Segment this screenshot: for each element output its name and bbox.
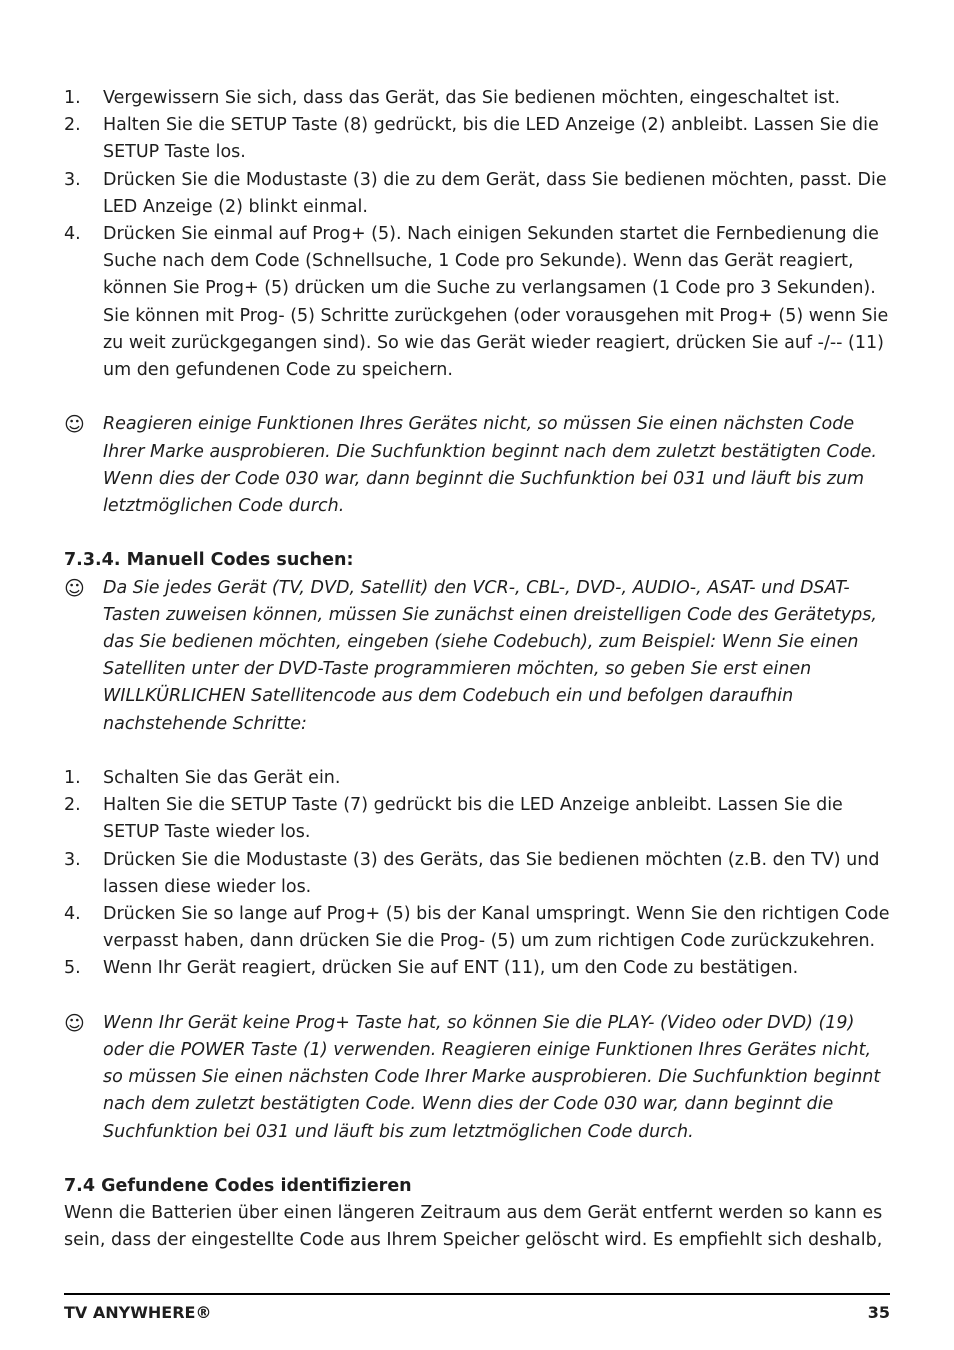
- smiley-icon: ☺: [64, 412, 85, 437]
- list-item: 2. Halten Sie die SETUP Taste (8) gedrückt, bis die LED Anzeige (2) anbleibt. Lassen Sie die SETUP Taste los.: [64, 115, 879, 163]
- page-footer: [64, 1293, 890, 1323]
- body-paragraph: Wenn die Batterien über einen längeren Zeitraum aus dem Gerät entfernt werden so kann es sein, dass der eingestellte Code aus Ihrem Speicher gelöscht wird. Es empfiehlt sich deshalb,: [64, 1203, 883, 1251]
- list-item: 4. Drücken Sie so lange auf Prog+ (5) bis der Kanal umspringt. Wenn Sie den richtigen Code verpasst haben, dann drücken Sie die Prog- (5) um zum richtigen Code zurückzukehren.: [64, 904, 890, 952]
- list-item: 1. Vergewissern Sie sich, dass das Gerät, das Sie bedienen möchten, eingeschaltet ist.: [64, 88, 841, 108]
- page-content: [64, 85, 890, 1255]
- list-item: 5. Wenn Ihr Gerät reagiert, drücken Sie auf ENT (11), um den Code zu bestätigen.: [64, 958, 799, 979]
- hint-note: ☺ Wenn Ihr Gerät keine Prog+ Taste hat, so können Sie die PLAY- (Video oder DVD) (19) oder die POWER Taste (1) verwenden. Reagieren einige Funktionen Ihres Gerätes nicht, so müssen Sie einen nächsten Code Ihrer Marke ausprobieren. Die Suchfunktion beginnt nach dem zuletzt bestätigten Code. Wenn dies der Code 030 war, dann beginnt die Suchfunktion bei 031 und läuft bis zum letztmöglichen Code durch.: [64, 1010, 890, 1146]
- list-item: 4. Drücken Sie einmal auf Prog+ (5). Nach einigen Sekunden startet die Fernbedienung die Suche nach dem Code (Schnellsuche, 1 Code pro Sekunde). Wenn das Gerät reagiert, können Sie Prog+ (5) drücken um die Suche zu verlangsamen (1 Code pro 3 Sekunden). Sie können mit Prog- (5) Schritte zurückgehen (oder vorausgehen mit Prog+ (5) wenn Sie zu weit zurückgegangen sind). So wie das Gerät wieder reagiert, drücken Sie auf -/-- (11) um den gefundenen Code zu speichern.: [64, 224, 889, 381]
- smiley-icon: ☺: [64, 1010, 85, 1035]
- list-item: 1. Schalten Sie das Gerät ein.: [64, 768, 341, 789]
- steps-list-2: [64, 765, 890, 983]
- footer-brand: TV ANYWHERE®: [64, 1303, 212, 1322]
- steps-list-1: [64, 85, 890, 384]
- hint-note: ☺ Reagieren einige Funktionen Ihres Gerätes nicht, so müssen Sie einen nächsten Code Ihrer Marke ausprobieren. Die Suchfunktion beginnt nach dem zuletzt bestätigten Code. Wenn dies der Code 030 war, dann beginnt die Suchfunktion bei 031 und läuft bis zum letztmöglichen Code durch.: [64, 411, 890, 520]
- smiley-icon: ☺: [64, 575, 85, 600]
- section-heading: 7.3.4. Manuell Codes suchen:: [64, 550, 354, 571]
- list-item: 3. Drücken Sie die Modustaste (3) des Geräts, das Sie bedienen möchten (z.B. den TV) und lassen diese wieder los.: [64, 849, 880, 897]
- list-item: 2. Halten Sie die SETUP Taste (7) gedrückt bis die LED Anzeige anbleibt. Lassen Sie die SETUP Taste wieder los.: [64, 795, 843, 843]
- list-item: 3. Drücken Sie die Modustaste (3) die zu dem Gerät, dass Sie bedienen möchten, passt. Die LED Anzeige (2) blinkt einmal.: [64, 169, 887, 217]
- section-heading: 7.4 Gefundene Codes identifizieren: [64, 1176, 412, 1197]
- hint-note: ☺ Da Sie jedes Gerät (TV, DVD, Satellit) den VCR-, CBL-, DVD-, AUDIO-, ASAT- und DSAT-Tasten zuweisen können, müssen Sie zunächst einen dreistelligen Code des Gerätetyps, das Sie bedienen möchten, eingeben (siehe Codebuch), zum Beispiel: Wenn Sie einen Satelliten unter der DVD-Taste programmieren möchten, so geben Sie erst einen WILLKÜRLICHEN Satellitencode aus dem Codebuch ein und befolgen daraufhin nachstehende Schritte:: [64, 575, 890, 738]
- page-number: 35: [867, 1303, 890, 1322]
